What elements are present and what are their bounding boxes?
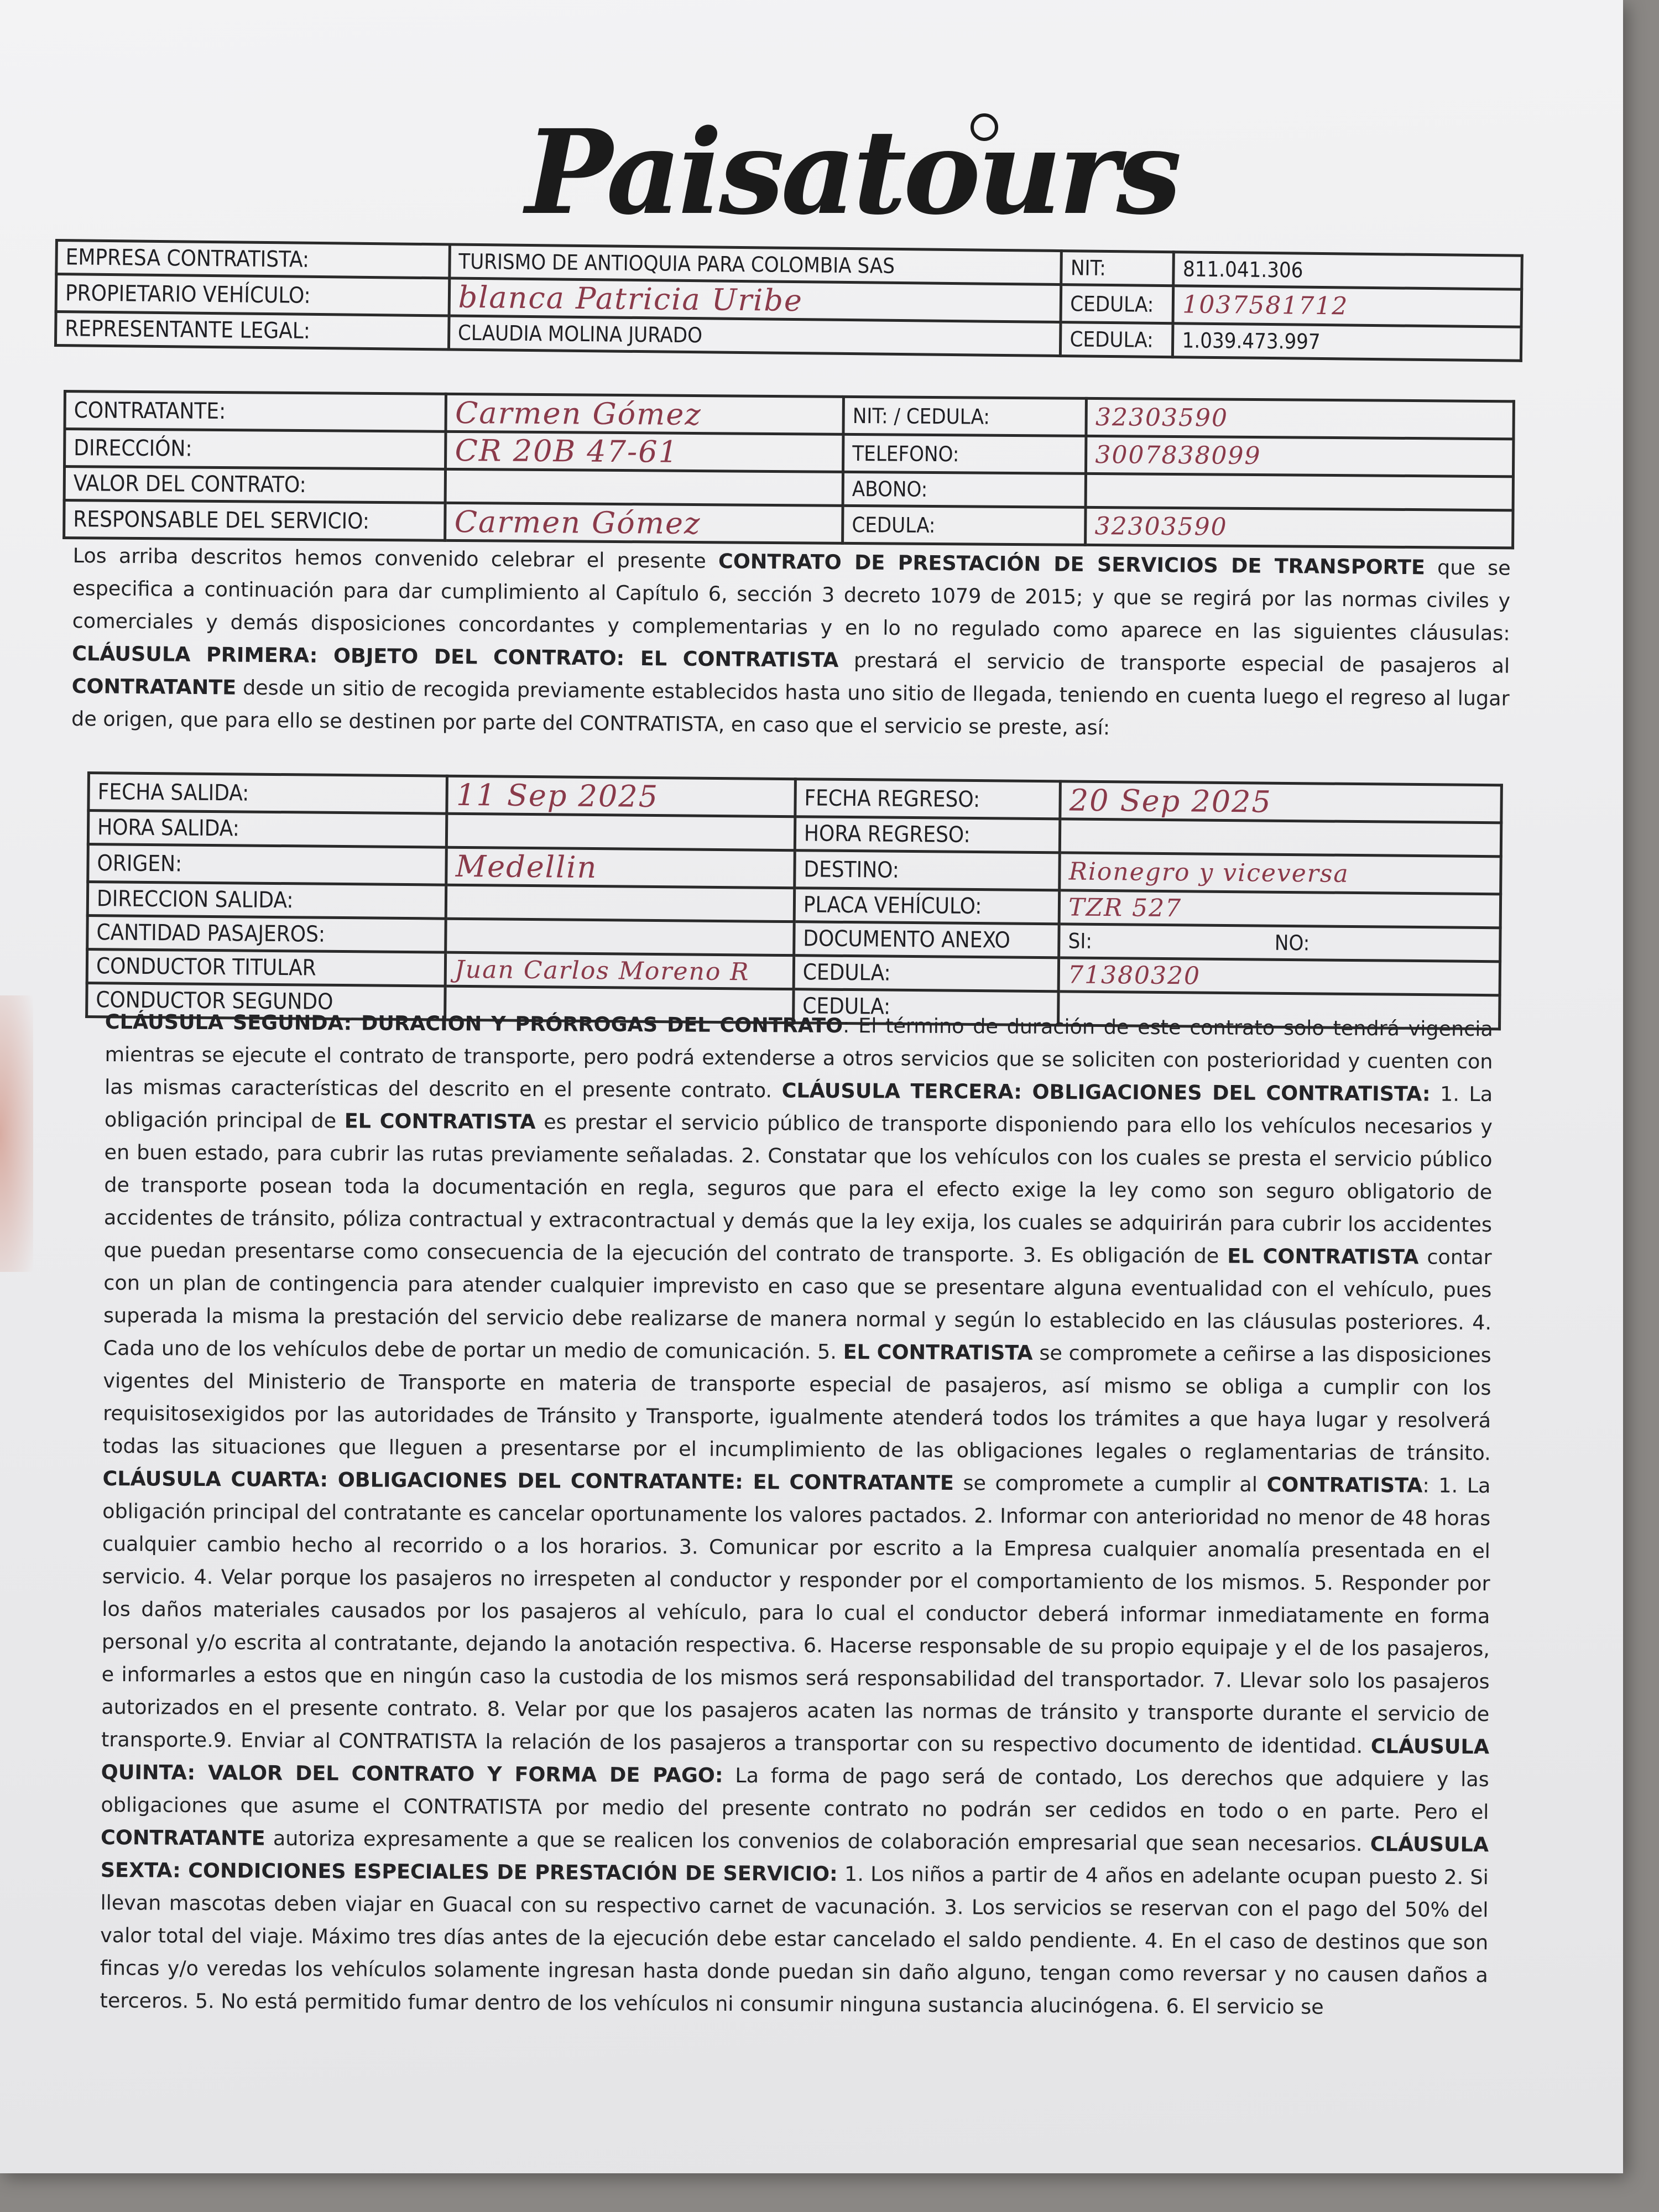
cedula-propietario-label: CEDULA: <box>1061 285 1173 324</box>
direccion-salida-value <box>446 885 795 921</box>
contratante-value: Carmen Gómez <box>446 394 843 434</box>
clauses-text-3: es prestar el servicio público de transporte disponiendo para ello los vehículos necesarios y en buen estado, para cubrir las rutas previamente señaladas. 2. Constatar que los vehículos con los cuales se presta el servicio público de transporte posean toda la documentación en regla, seguros que para el efecto exige la ley como son seguro obligatorio de accidentes de tránsito, póliza contractual y extracontractual y demás que la ley exija, los cuales se adquirirán para cubrir los accidentes que puedan presentarse como consecuencia de la ejecución del contrato de transporte. 3. Es obligación de <box>103 1110 1493 1268</box>
responsable-label: RESPONSABLE DEL SERVICIO: <box>64 500 446 541</box>
cedula-responsable-value: 32303590 <box>1086 507 1513 547</box>
representante-value: CLAUDIA MOLINA JURADO <box>448 316 1061 356</box>
clauses-text-7: : 1. La obligación principal del contratante es cancelar oportunamente los valores pactados. 2. Informar con anterioridad no menor de 48 horas cualquier cambio hecho al recorrido o a los horarios. 3. Comunicar por escrito a la Empresa cualquier anomalía presentada en el servicio. 4. Velar porque los pasajeros no irrespeten al conductor y responder por el comportamiento de los mismos. 5. Responder por los daños materiales causados por los pasajeros al vehículo, para lo cual el conductor deberá informar inmediatamente en forma personal y/o escrita al contratante, dejando la anotación respectiva. 6. Hacerse responsable de su propio equipaje y el de los pasajeros, e informarles a estos que en ningún caso la custodia de los mismos será responsabilidad del transportador. 7. Llevar solo los pasajeros autorizados en el presente contrato. 8. Velar por que los pasajeros acaten las normas de tránsito y transporte durante el servicio de transporte.9. Enviar al CONTRATISTA la relación de los pasajeros a transportar con su respectivo documento de identidad. <box>101 1473 1491 1759</box>
destino-label: DESTINO: <box>795 851 1060 890</box>
placa-value: TZR 527 <box>1059 890 1500 928</box>
contratante-table <box>62 390 1515 549</box>
abono-value <box>1086 473 1513 510</box>
clauses-text-1: : El término de duración de este contrato solo tendrá vigencia mientras se ejecute el contrato de transporte, pero podrá extenderse a otros servicios que se soliciten con posterioridad y cuenten con las mismas características del descrito en el presente contrato. <box>105 1013 1493 1103</box>
paisatours-logo <box>514 104 1179 249</box>
trip-table <box>85 771 1503 1030</box>
fecha-salida-value: 11 Sep 2025 <box>447 776 795 816</box>
cedula-propietario-value: 1037581712 <box>1173 286 1521 327</box>
nit-cedula-label: NIT: / CEDULA: <box>843 397 1087 436</box>
no-label: NO: <box>1274 930 1310 956</box>
telefono-value: 3007838099 <box>1086 436 1514 476</box>
clauses-text-8: La forma de pago será de contado, Los derechos que adquiere y las obligaciones que asume el CONTRATISTA por medio del presente contrato no podrán ser cedidos en todo o en parte. Pero el <box>101 1763 1489 1824</box>
finger-shadow <box>0 995 33 1272</box>
telefono-label: TELEFONO: <box>843 434 1087 473</box>
clauses-text-4: contar con un plan de contingencia para atender cualquier imprevisto en caso que se presentare alguna eventualidad con el vehículo, pues superada la misma la prestación del servicio debe realizarse de manera normal y según lo establecido en las cláusulas posteriores. 4. Cada uno de los vehículos debe de portar un medio de comunicación. 5. <box>103 1245 1492 1364</box>
clauses-text-2: 1. La obligación principal de <box>104 1082 1493 1133</box>
fecha-salida-label: FECHA SALIDA: <box>88 773 447 814</box>
nit-label: NIT: <box>1061 251 1174 286</box>
cedula-representante-value: 1.039.473.997 <box>1173 324 1521 361</box>
clausula-quinta-title: CLÁUSULA QUINTA: VALOR DEL CONTRATO Y FORMA DE PAGO: <box>101 1734 1490 1787</box>
cedula-responsable-label: CEDULA: <box>843 505 1086 545</box>
clauses-paragraph <box>100 1005 1493 2024</box>
intro-bold-3: CONTRATANTE <box>71 674 237 700</box>
hora-regreso-label: HORA REGRESO: <box>795 817 1060 853</box>
clauses-bold-7: CONTRATISTA <box>1266 1473 1423 1498</box>
cantidad-pasajeros-label: CANTIDAD PASAJEROS: <box>87 916 446 953</box>
clauses-text-5: se compromete a ceñirse a las disposiciones vigentes del Ministerio de Transporte en materia de transporte especial de pasajeros, así mismo se obliga a cumplir con los requisitosexigidos por las autoridades de Tránsito y Transporte, igualmente atenderá todos los trámites a que haya lugar y resolverá todas las situaciones que lleguen a presentarse por el incumplimiento de las obligaciones legales o reglamentarias de tránsito. <box>102 1340 1491 1465</box>
intro-text-1: Los arriba descritos hemos convenido celebrar el presente <box>72 543 719 573</box>
origen-label: ORIGEN: <box>88 844 447 885</box>
cedula-titular-label: CEDULA: <box>794 956 1059 992</box>
valor-label: VALOR DEL CONTRATO: <box>64 467 446 503</box>
clauses-text-10: 1. Los niños a partir de 4 años en adelante ocupan puesto 2. Si llevan mascotas deben viajar en Guacal con su respectivo carnet de vacunación. 3. Los servicios se reservan con el pago del 50% del valor total del viaje. Máximo tres días antes de la ejecución debe estar cancelado el saldo pendiente. 4. En el caso de destinos que son fincas y/o veredas los vehículos solamente ingresan hasta donde puedan sin daño alguno, tengan como reversar y no causen daños a terceros. 5. No está permitido fumar dentro de los vehículos ni consumir ninguna sustancia alucinógena. 6. El servicio se <box>100 1861 1489 2019</box>
representante-label: REPRESENTANTE LEGAL: <box>55 312 448 349</box>
hora-salida-value <box>447 813 795 850</box>
intro-paragraph <box>71 539 1511 748</box>
clausula-segunda-title: CLÁUSULA SEGUNDA: DURACION Y PRÓRROGAS DEL CONTRATO <box>105 1009 843 1037</box>
clausula-cuarta-title: CLÁUSULA CUARTA: OBLIGACIONES DEL CONTRATANTE: EL CONTRATANTE <box>102 1466 954 1495</box>
propietario-label: PROPIETARIO VEHÍCULO: <box>56 274 449 316</box>
clauses-text-9: autoriza expresamente a que se realicen los convenios de colaboración empresarial que sean necesarios. <box>265 1826 1370 1856</box>
contratante-label: CONTRATANTE: <box>65 392 446 432</box>
fecha-regreso-value: 20 Sep 2025 <box>1060 781 1501 823</box>
hora-salida-label: HORA SALIDA: <box>88 811 447 848</box>
intro-text-2: que se especifica a continuación para dar cumplimiento al Capítulo 6, sección 3 decreto 1079 de 2015; y que se regirá por las normas civiles y comerciales y demás disposiciones concordantes y complementarias y en lo no regulado como aparece en las siguientes cláusulas: <box>72 555 1511 645</box>
cedula-segundo-label: CEDULA: <box>793 989 1058 1025</box>
nit-value: 811.041.306 <box>1173 252 1522 290</box>
direccion-value: CR 20B 47-61 <box>446 431 843 472</box>
valor-value <box>445 469 843 505</box>
fecha-regreso-label: FECHA REGRESO: <box>795 779 1061 819</box>
clauses-bold-9: CONTRATANTE <box>101 1825 265 1850</box>
empresa-label: EMPRESA CONTRATISTA: <box>56 241 450 278</box>
conductor-titular-value: Juan Carlos Moreno R <box>446 952 794 989</box>
responsable-value: Carmen Gómez <box>445 503 843 543</box>
conductor-segundo-label: CONDUCTOR SEGUNDO <box>87 983 446 1020</box>
documento-anexo-options <box>1059 924 1500 962</box>
logo-text: Paisatours <box>525 104 1179 241</box>
intro-text-3: prestará el servicio de transporte especial de pasajeros al <box>838 648 1510 678</box>
placa-label: PLACA VEHÍCULO: <box>794 888 1060 924</box>
cantidad-pasajeros-value <box>446 919 794 955</box>
abono-label: ABONO: <box>843 472 1086 507</box>
clausula-tercera-title: CLÁUSULA TERCERA: OBLIGACIONES DEL CONTRATISTA: <box>781 1078 1431 1106</box>
destino-value: Rionegro y viceversa <box>1060 853 1501 894</box>
intro-text-4: desde un sitio de recogida previamente establecidos hasta uno sitio de llegada, teniendo en cuenta luego el regreso al lugar de origen, que para ello se destinen por parte del CONTRATISTA, en caso que el servicio se preste, así: <box>71 675 1510 740</box>
clausula-primera-title: CLÁUSULA PRIMERA: OBJETO DEL CONTRATO: EL CONTRATISTA <box>72 641 839 672</box>
nit-cedula-value: 32303590 <box>1086 398 1514 439</box>
intro-bold-1: CONTRATO DE PRESTACIÓN DE SERVICIOS DE TRANSPORTE <box>718 549 1426 580</box>
empresa-value: TURISMO DE ANTIOQUIA PARA COLOMBIA SAS <box>450 244 1062 285</box>
conductor-titular-label: CONDUCTOR TITULAR <box>87 950 446 987</box>
company-table <box>54 239 1524 362</box>
propietario-value: blanca Patricia Uribe <box>449 278 1061 322</box>
si-label: SI: <box>1068 928 1093 953</box>
clauses-bold-4: EL CONTRATISTA <box>1227 1244 1419 1269</box>
cedula-titular-value: 71380320 <box>1058 958 1500 995</box>
clauses-bold-3: EL CONTRATISTA <box>344 1109 536 1134</box>
clauses-bold-5: EL CONTRATISTA <box>843 1339 1033 1365</box>
cedula-representante-label: CEDULA: <box>1061 322 1173 357</box>
clauses-text-6: se compromete a cumplir al <box>953 1471 1267 1497</box>
direccion-label: DIRECCIÓN: <box>65 429 446 469</box>
direccion-salida-label: DIRECCION SALIDA: <box>87 882 446 919</box>
origen-value: Medellin <box>446 847 795 888</box>
documento-anexo-label: DOCUMENTO ANEXO <box>794 922 1059 958</box>
hora-regreso-value <box>1060 819 1501 857</box>
clausula-sexta-title: CLÁUSULA SEXTA: CONDICIONES ESPECIALES DE PRESTACIÓN DE SERVICIO: <box>100 1832 1489 1886</box>
